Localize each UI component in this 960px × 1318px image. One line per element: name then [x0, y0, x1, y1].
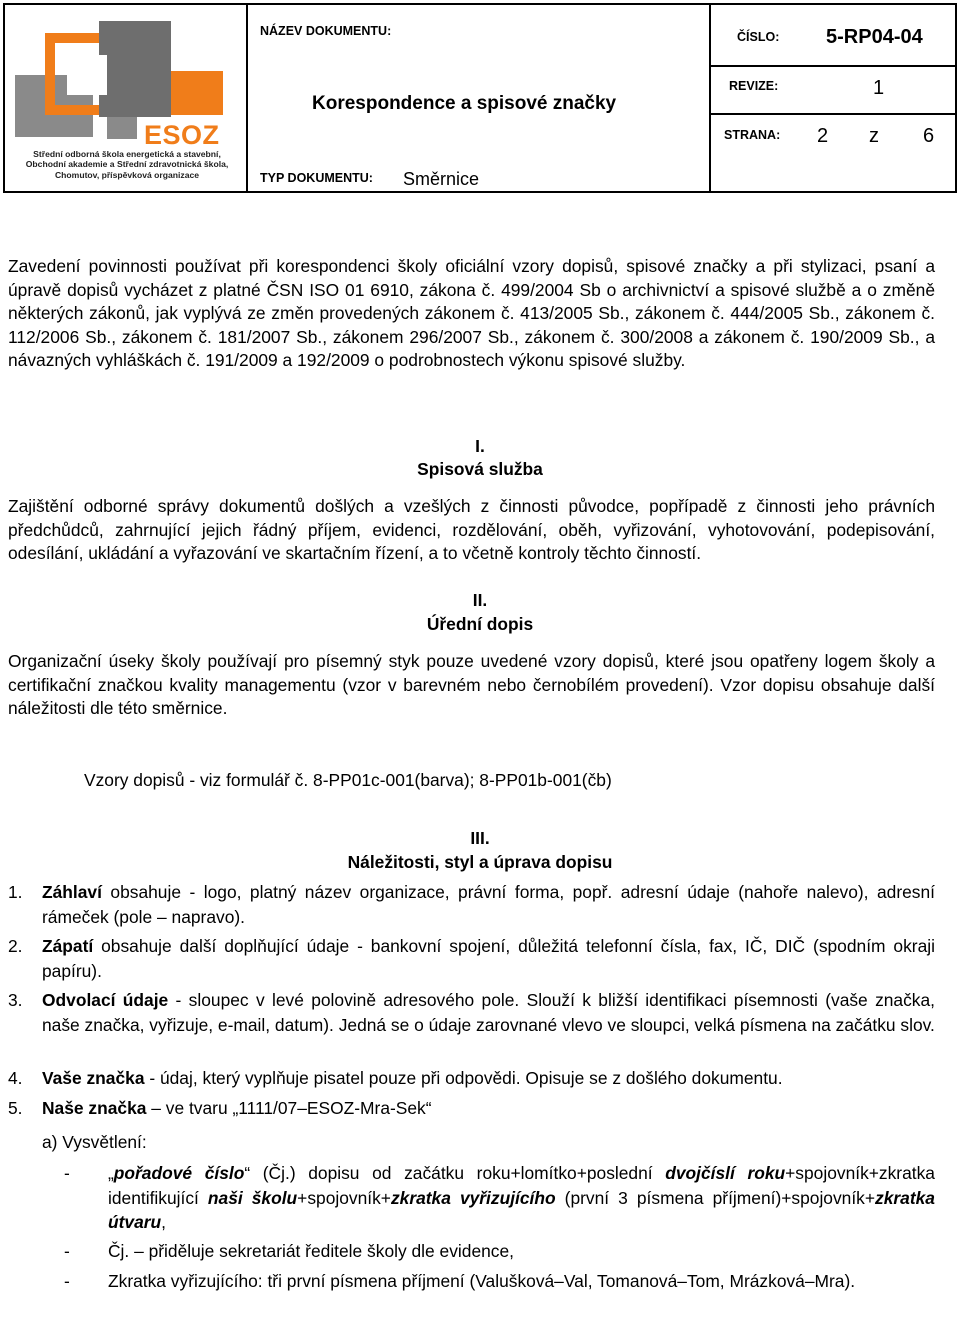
- explanation-text: [108, 1239, 935, 1264]
- text-run: “ (Čj.) dopisu od začátku roku+lomítko+poslední: [244, 1163, 666, 1183]
- text-run: Čj. – přiděluje sekretariát ředitele školy dle evidence,: [108, 1241, 514, 1261]
- explanation-label: a) Vysvětlení:: [42, 1132, 147, 1152]
- explanation-text: [108, 1269, 935, 1294]
- section-1-title: Spisová služba: [417, 459, 543, 479]
- item-term: Vaše značka: [42, 1068, 145, 1088]
- logo-square: [107, 117, 137, 139]
- item-term: Odvolací údaje: [42, 990, 169, 1010]
- page-label: STRANA:: [724, 128, 781, 142]
- emphasis-text: zkratka útvaru: [108, 1187, 935, 1232]
- revision-value: 1: [873, 77, 885, 99]
- logo-square: [171, 71, 223, 115]
- page-of: z: [869, 125, 879, 147]
- logo-brand: ESOZ: [144, 120, 220, 150]
- item-term: Naše značka: [42, 1098, 147, 1118]
- emphasis-text: dvojčíslí roku: [665, 1163, 786, 1183]
- document-header: [3, 3, 957, 193]
- page-total: 6: [923, 125, 935, 147]
- doc-name-label: NÁZEV DOKUMENTU:: [260, 24, 392, 38]
- section-3-numeral: III.: [470, 828, 490, 848]
- text-run: „: [108, 1163, 114, 1183]
- explanation-text: [108, 1161, 935, 1235]
- intro-paragraph: Zavedení povinnosti používat při korespondenci školy oficiální vzory dopisů, spisové značky a při stylizaci, psaní a úpravě dopisů vycházet z platné ČSN ISO 01 6910, zákona č. 499/2004 Sb o archivnictví a spisové službě a o změně některých zákonů, jak vyplývá ze změn provedených zákonem č. 413/2005 Sb., zákonem č. 444/2005 Sb., zákonem č. 112/2006 Sb., zákonem č. 181/2007 Sb., zákonem 296/2007 Sb., zákonem č. 300/2008 a zákonem č. 190/2009 Sb., a návazných vyhláškách č. 191/2009 a 192/2009 o podrobnostech výkonu spisové služby.: [8, 256, 935, 370]
- emphasis-text: pořadové číslo: [113, 1163, 245, 1183]
- emphasis-text: naši školu: [207, 1187, 298, 1208]
- divider: [709, 113, 955, 115]
- logo-square: [67, 55, 107, 95]
- divider: [246, 5, 248, 191]
- logo-caption: Střední odborná škola energetická a stavební, Obchodní akademie a Střední zdravotnická škola, Chomutov, příspěvková organizace: [25, 149, 229, 180]
- page-current: 2: [817, 125, 829, 147]
- text-run: +spojovník+: [297, 1187, 391, 1208]
- text-run: Zkratka vyřizujícího: tři první písmena příjmení (Valušková–Val, Tomanová–Tom, Mrázková–Mra).: [108, 1271, 856, 1291]
- section-3-title: Náležitosti, styl a úprava dopisu: [347, 852, 613, 872]
- doc-title: Korespondence a spisové značky: [312, 93, 617, 114]
- section-1-text: Zajištění odborné správy dokumentů došlých a vzešlých z činnosti původce, popřípadě z činnosti jeho právních předchůdců, zahrnující jejich řádný příjem, evidenci, rozdělování, oběh, vyřizování, vyhotovování, podepisování, odesílání, ukládání a vyřazování ve skartačním řízení, a to včetně kontroly těchto činností.: [8, 496, 935, 563]
- item-term: Zápatí: [42, 936, 94, 956]
- divider: [709, 65, 955, 67]
- section-1-numeral: I.: [475, 436, 485, 456]
- emphasis-text: zkratka vyřizujícího: [390, 1187, 556, 1208]
- number-label: ČÍSLO:: [737, 30, 780, 44]
- revision-label: REVIZE:: [729, 79, 779, 93]
- section-2-text: Organizační úseky školy používají pro písemný styk pouze uvedené vzory dopisů, které jsou opatřeny logem školy a certifikační značkou kvality managementu (vzor v barevném nebo černobílém provedení). Vzor dopisu obsahuje další náležitosti dle této směrnice.: [8, 651, 935, 718]
- divider: [709, 5, 711, 191]
- section-2-title: Úřední dopis: [426, 614, 534, 634]
- doc-type: Směrnice: [403, 169, 480, 189]
- text-run: +spojovník+zkratka identifikující: [108, 1163, 935, 1208]
- text-run: ,: [161, 1212, 166, 1232]
- item-term: Záhlaví: [42, 882, 102, 902]
- text-run: (první 3 písmena příjmení)+spojovník+: [555, 1187, 876, 1208]
- logo-square: [99, 21, 171, 117]
- section-2-numeral: II.: [472, 590, 488, 610]
- school-logo: [7, 7, 245, 191]
- templates-note: Vzory dopisů - viz formulář č. 8-PP01c-001(barva); 8-PP01b-001(čb): [84, 770, 612, 790]
- doc-number: 5-RP04-04: [826, 26, 923, 48]
- doc-type-label: TYP DOKUMENTU:: [260, 171, 373, 185]
